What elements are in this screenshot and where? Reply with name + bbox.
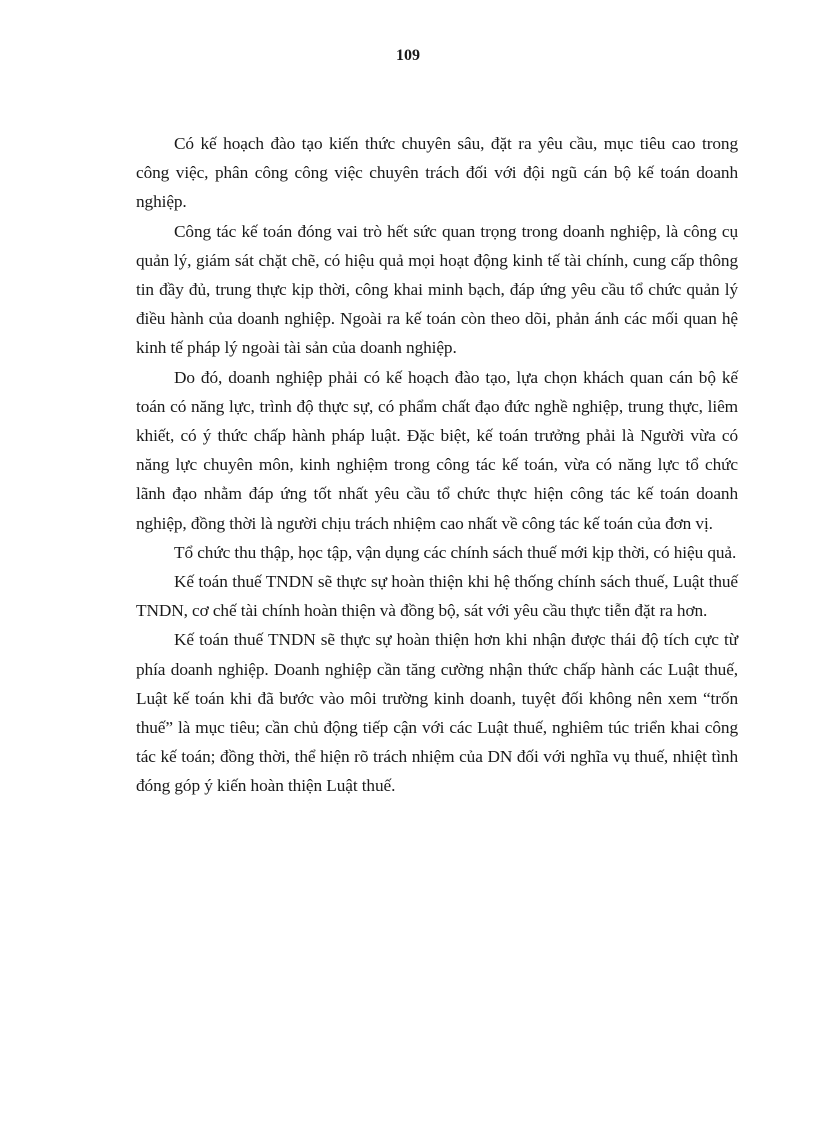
paragraph-training-plan: Có kế hoạch đào tạo kiến thức chuyên sâu, đặt ra yêu cầu, mục tiêu cao trong công việc, phân công công việc chuyên trách đối với đội ngũ cán bộ kế toán doanh nghiệp. xyxy=(136,134,738,212)
page-number: 109 xyxy=(396,47,420,64)
paragraph-staff-selection: Do đó, doanh nghiệp phải có kế hoạch đào tạo, lựa chọn khách quan cán bộ kế toán có năng lực, trình độ thực sự, có phẩm chất đạo đức nghề nghiệp, trung thực, liêm khiết, có ý thức chấp hành pháp luật. Đặc biệt, kế toán trưởng phải là Người vừa có năng lực chuyên môn, kinh nghiệm trong công tác kế toán, vừa có năng lực tổ chức lãnh đạo nhằm đáp ứng tốt nhất yêu cầu tổ chức thực hiện công tác kế toán doanh nghiệp, đồng thời là người chịu trách nhiệm cao nhất về công tác kế toán của đơn vị. xyxy=(136,367,738,533)
paragraph-tax-policy-study: Tổ chức thu thập, học tập, vận dụng các chính sách thuế mới kịp thời, có hiệu quả. xyxy=(174,542,737,562)
paragraph-enterprise-attitude: Kế toán thuế TNDN sẽ thực sự hoàn thiện hơn khi nhận được thái độ tích cực từ phía doanh nghiệp. Doanh nghiệp cần tăng cường nhận thức chấp hành các Luật thuế, Luật kế toán khi đã bước vào môi trường kinh doanh, tuyệt đối không nên xem “trốn thuế” là mục tiêu; cần chủ động tiếp cận với các Luật thuế, nghiêm túc triển khai công tác kế toán; đồng thời, thể hiện rõ trách nhiệm của DN đối với nghĩa vụ thuế, nhiệt tình đóng góp ý kiến hoàn thiện Luật thuế. xyxy=(136,630,738,796)
paragraph-accounting-role: Công tác kế toán đóng vai trò hết sức quan trọng trong doanh nghiệp, là công cụ quản lý, giám sát chặt chẽ, có hiệu quả mọi hoạt động kinh tế tài chính, cung cấp thông tin đầy đủ, trung thực kịp thời, công khai minh bạch, đáp ứng yêu cầu tổ chức quản lý điều hành của doanh nghiệp. Ngoài ra kế toán còn theo dõi, phản ánh các mối quan hệ kinh tế pháp lý ngoài tài sản của doanh nghiệp. xyxy=(136,221,738,358)
paragraph-tax-system-completion: Kế toán thuế TNDN sẽ thực sự hoàn thiện khi hệ thống chính sách thuế, Luật thuế TNDN, cơ chế tài chính hoàn thiện và đồng bộ, sát với yêu cầu thực tiễn đặt ra hơn. xyxy=(136,572,738,621)
document-body xyxy=(136,129,738,801)
